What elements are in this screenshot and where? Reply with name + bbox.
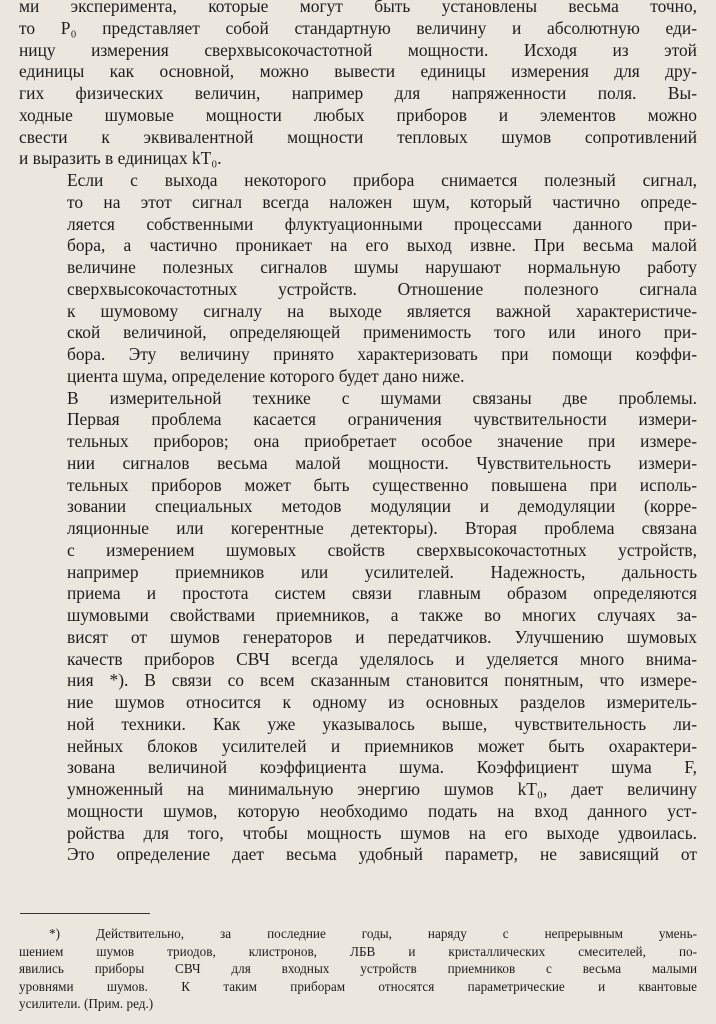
text-line: ходные шумовые мощности любых приборов и элементов можно xyxy=(19,104,697,125)
text-line: Это определение дает весьма удобный параметр, не зависящий от xyxy=(67,844,697,865)
text-line: бора, а частично проникает на его выход извне. При весьма малой xyxy=(67,235,697,256)
text-line: В измерительной технике с шумами связаны две проблемы. xyxy=(67,387,697,408)
text-line: тельных приборов; она приобретает особое значение при измере- xyxy=(67,431,697,451)
text-line: гих физических величин, например для напряженности поля. Вы- xyxy=(19,83,697,103)
text-line: зована величиной коэффициента шума. Коэффициент шума F, xyxy=(67,757,697,778)
text-line: висят от шумов генераторов и передатчиков. Улучшению шумовых xyxy=(67,626,697,647)
text-line: нейных блоков усилителей и приемников может быть охарактери- xyxy=(67,735,697,756)
text-line: приема и простота систем связи главным образом определяются xyxy=(67,583,697,604)
text-line: шумовыми свойствами приемников, а также во многих случаях за- xyxy=(67,605,697,625)
text-line: тельных приборов может быть существенно повышена при исполь- xyxy=(67,474,697,495)
text-line: мощности шумов, которую необходимо подать на вход данного уст- xyxy=(67,800,697,821)
text-line: к шумовому сигналу на выходе является важной характеристиче- xyxy=(67,300,697,321)
paragraph-1 xyxy=(19,0,697,170)
text-line: ния *). В связи со всем сказанным становится понятным, что измере- xyxy=(67,670,697,691)
footnote-line: шением шумов триодов, клистронов, ЛБВ и кристаллических смесителей, по- xyxy=(19,943,697,959)
text-line: циента шума, определение которого будет дано ниже. xyxy=(67,365,465,386)
text-line: единицы как основной, можно вывести единицы измерения для дру- xyxy=(19,61,697,82)
body-text xyxy=(19,0,697,866)
text-line: и выразить в единицах kT₀. xyxy=(19,148,222,169)
text-line: зовании специальных методов модуляции и демодуляции (корре- xyxy=(67,496,697,517)
text-line: то на этот сигнал всегда наложен шум, который частично опреде- xyxy=(67,191,697,212)
text-line: Если с выхода некоторого прибора снимается полезный сигнал, xyxy=(67,170,697,190)
text-line: ницу измерения сверхвысокочастотной мощности. Исходя из этой xyxy=(19,39,697,60)
footnote-line: уровнями шумов. К таким приборам относятся параметрические и квантовые xyxy=(19,978,697,994)
text-line: нии сигналов весьма малой мощности. Чувствительность измери- xyxy=(67,452,697,473)
text-line: ской величиной, определяющей применимость того или иного при- xyxy=(67,322,697,343)
text-line: ми эксперимента, которые могут быть установлены весьма точно, xyxy=(19,0,697,16)
footnote-line: явились приборы СВЧ для входных устройств приемников с весьма малыми xyxy=(19,961,697,976)
text-line: ние шумов относится к одному из основных разделов измеритель- xyxy=(67,692,697,712)
footnote-line: усилители. (Прим. ред.) xyxy=(19,996,154,1011)
text-line: сверхвысокочастотных устройств. Отношение полезного сигнала xyxy=(67,278,697,299)
text-line: качеств приборов СВЧ всегда уделялось и уделяется много внима- xyxy=(67,648,697,669)
text-line: то P₀ представляет собой стандартную величину и абсолютную еди- xyxy=(19,17,697,38)
text-line: с измерением шумовых свойств сверхвысокочастотных устройств, xyxy=(67,539,697,560)
text-line: Первая проблема касается ограничения чувствительности измери- xyxy=(67,409,697,430)
text-line: свести к эквивалентной мощности тепловых шумов сопротивлений xyxy=(19,126,697,147)
paragraph-3 xyxy=(19,388,697,867)
text-line: например приемников или усилителей. Надежность, дальность xyxy=(67,561,697,582)
footnote-divider xyxy=(20,913,150,914)
text-line: ройства для того, чтобы мощность шумов на его выходе удвоилась. xyxy=(67,822,697,843)
text-line: величине полезных сигналов шумы нарушают нормальную работу xyxy=(67,257,697,277)
footnote xyxy=(19,925,697,1013)
paragraph-2 xyxy=(19,170,697,388)
text-line: ной техники. Как уже указывалось выше, чувствительность ли- xyxy=(67,713,697,734)
text-line: умноженный на минимальную энергию шумов kT₀, дает величину xyxy=(67,779,697,799)
footnote-line: *) Действительно, за последние годы, наряду с непрерывным умень- xyxy=(49,926,697,941)
text-line: ляется собственными флуктуационными процессами данного при- xyxy=(67,213,697,234)
text-line: ляционные или когерентные детекторы). Вторая проблема связана xyxy=(67,518,697,538)
text-line: бора. Эту величину принято характеризовать при помощи коэффи- xyxy=(67,344,697,364)
